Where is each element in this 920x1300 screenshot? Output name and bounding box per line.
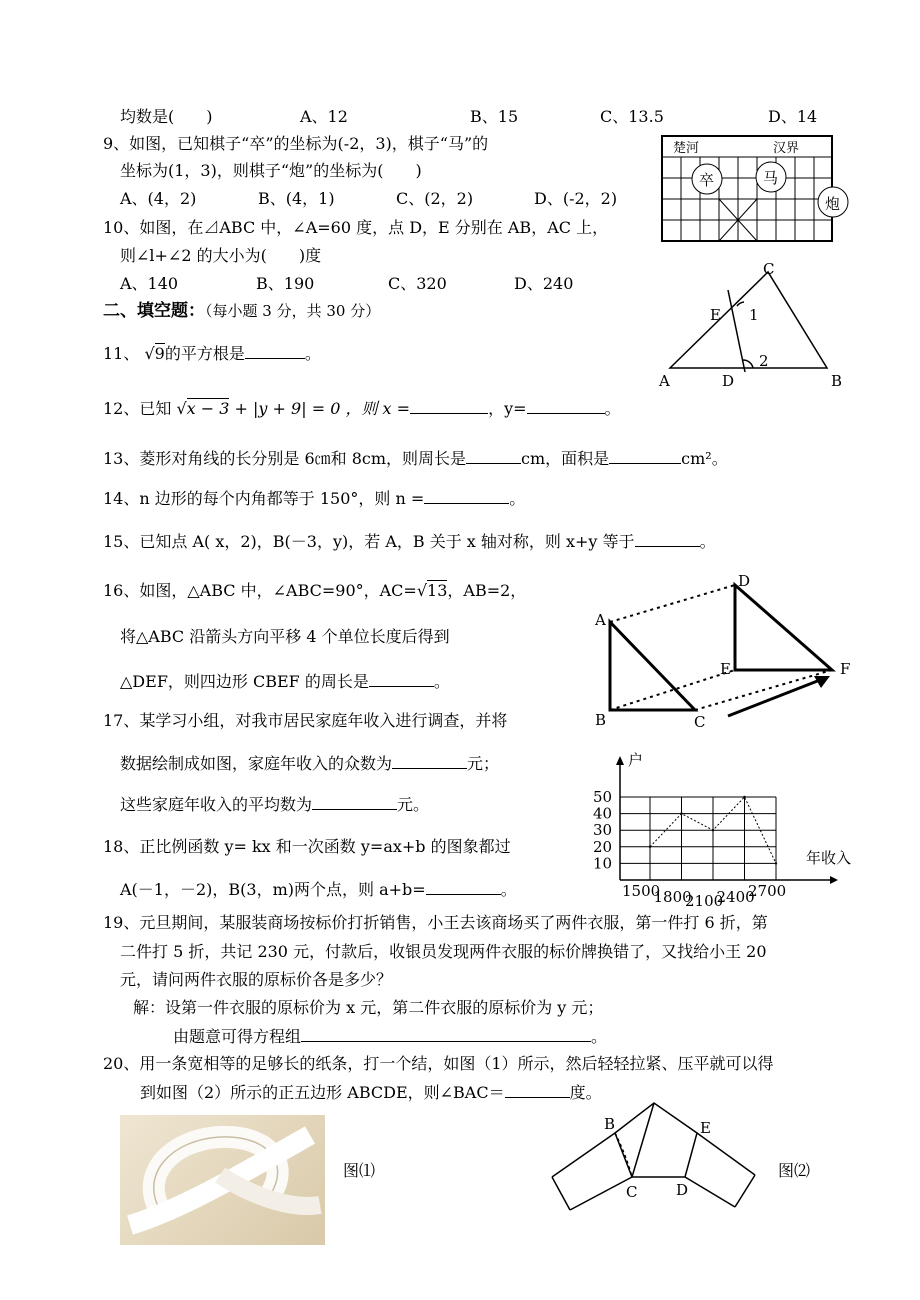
q16-radical: √13	[416, 581, 448, 600]
q15: 15、已知点 A( x，2)，B(－3，y)，若 A，B 关于 x 轴对称，则 x+y 等于 。	[103, 532, 716, 551]
x-axis-arrow	[830, 876, 838, 884]
q10-label-2: 2	[759, 352, 769, 370]
q12-blank-y[interactable]	[527, 397, 605, 414]
pentagon-label-B: B	[604, 1115, 616, 1133]
q10-line2: 则∠l+∠2 的大小为( )度	[120, 246, 322, 265]
q10-option-c: C、320	[388, 274, 447, 293]
y-axis-arrow	[616, 756, 624, 765]
data-point	[743, 796, 745, 798]
q17-line1: 17、某学习小组，对我市居民家庭年收入进行调查，并将	[103, 711, 508, 730]
pentagon-label-E: E	[700, 1119, 711, 1137]
x-axis-label: 年收入	[806, 849, 852, 867]
q8-option-b: B、15	[470, 107, 519, 126]
q10-option-d: D、240	[514, 274, 574, 293]
q19-line3: 元，请问两件衣服的原标价各是多少？	[120, 970, 393, 989]
y-tick-label: 20	[593, 837, 613, 856]
q11-radical: √9	[144, 344, 165, 363]
q13: 13、菱形对角线的长分别是 6㎝和 8cm，则周长是 cm，面积是 cm²。	[103, 449, 728, 468]
q17-blank-mean[interactable]	[312, 793, 397, 810]
q14: 14、n 边形的每个内角都等于 150°，则 n = 。	[103, 489, 526, 508]
q12: 12、已知 √x − 3 + |y + 9| = 0 ，则 x = ，y= 。	[103, 399, 621, 418]
q9-option-a: A、(4，2)	[120, 189, 197, 208]
translation-figure-q16	[590, 570, 860, 740]
y-tick-label: 10	[593, 854, 613, 873]
q16-line1: 16、如图，△ABC 中，∠ABC=90°，AC=√13，AB=2，	[103, 581, 527, 600]
chart-axes	[616, 756, 838, 884]
q20-line2: 到如图（2）所示的正五边形 ABCDE，则∠BAC＝ 度。	[140, 1083, 602, 1102]
data-point	[712, 829, 714, 831]
x-tick-label: 1800	[653, 888, 692, 906]
q19-line1: 19、元旦期间，某服装商场按标价打折销售，小王去该商场买了两件衣服，第一件打 6 折，第	[103, 913, 768, 932]
q16-line3: △DEF，则四边形 CBEF 的周长是 。	[120, 672, 450, 691]
q19-line2: 二件打 5 折，共记 230 元，付款后，收银员发现两件衣服的标价牌换错了，又找给小王 20	[120, 942, 767, 961]
q10-label-E: E	[710, 306, 721, 324]
q19-line5: 由题意可得方程组 。	[173, 1027, 608, 1046]
q13-blank-area[interactable]	[609, 447, 681, 464]
q17-line2: 数据绘制成如图，家庭年收入的众数为 元；	[120, 754, 500, 773]
q16-blank[interactable]	[369, 670, 434, 687]
q8-option-c: C、13.5	[600, 107, 664, 126]
q16-label-E: E	[720, 660, 731, 678]
q17-line3: 这些家庭年收入的平均数为 元。	[120, 795, 430, 814]
data-point	[680, 812, 682, 814]
board-label-hanjie: 汉界	[773, 141, 800, 156]
q15-blank[interactable]	[635, 530, 700, 547]
q11: 11、 √9的平方根是 。	[103, 344, 321, 363]
y-tick-label: 40	[593, 804, 613, 823]
figure-2-caption: 图⑵	[778, 1161, 811, 1180]
data-point	[775, 862, 777, 864]
q12-blank-x[interactable]	[410, 397, 488, 414]
q8-option-a: A、12	[300, 107, 348, 126]
q19-line4: 解：设第一件衣服的原标价为 x 元，第二件衣服的原标价为 y 元；	[133, 998, 604, 1017]
q16-label-A: A	[595, 611, 606, 629]
q10-option-a: A、140	[120, 274, 179, 293]
q10-label-1: 1	[749, 306, 759, 324]
q10-label-A: A	[659, 372, 670, 390]
q16-label-D: D	[738, 572, 751, 590]
pentagon-label-C: C	[626, 1183, 638, 1201]
q10-label-D: D	[722, 372, 735, 390]
y-tick-label: 30	[593, 821, 613, 840]
q9-option-b: B、(4，1)	[258, 189, 335, 208]
q10-option-b: B、190	[256, 274, 315, 293]
q10-label-C: C	[763, 262, 775, 278]
q9-option-c: C、(2，2)	[396, 189, 474, 208]
q9-line2: 坐标为(1，3)，则棋子“炮”的坐标为( )	[120, 161, 422, 180]
figure-1-caption: 图⑴	[343, 1161, 376, 1180]
q17-blank-mode[interactable]	[392, 752, 467, 769]
q16-label-B: B	[595, 711, 607, 729]
q18-line2: A(－1，－2)，B(3，m)两个点，则 a+b= 。	[120, 880, 517, 899]
piece-ma-label: 马	[763, 169, 779, 187]
x-tick-label: 2100	[685, 892, 724, 910]
q9-option-d: D、(-2，2)	[534, 189, 618, 208]
piece-pao-label: 炮	[825, 195, 841, 213]
y-axis-label: 户	[628, 751, 644, 769]
chess-board-figure	[655, 132, 855, 244]
piece-zu-label: 卒	[699, 171, 715, 189]
x-tick-label: 1500	[622, 882, 661, 900]
q19-blank[interactable]	[301, 1025, 591, 1042]
x-tick-label: 2700	[748, 882, 787, 900]
q16-label-F: F	[840, 660, 851, 678]
y-tick-label: 50	[593, 788, 613, 806]
q16-line2: 将△ABC 沿箭头方向平移 4 个单位长度后得到	[120, 627, 450, 646]
data-point	[649, 846, 651, 848]
triangle-figure-q10	[655, 262, 855, 392]
q10-label-B: B	[831, 372, 843, 390]
q11-blank[interactable]	[245, 342, 305, 359]
q18-blank[interactable]	[426, 878, 501, 895]
q10-line1: 10、如图，在⊿ABC 中，∠A=60 度，点 D，E 分别在 AB，AC 上，	[103, 218, 609, 237]
x-tick-label: 2400	[716, 888, 755, 906]
q18-line1: 18、正比例函数 y= kx 和一次函数 y=ax+b 的图象都过	[103, 837, 511, 856]
q9-line1: 9、如图，已知棋子“卒”的坐标为(-2，3)，棋子“马”的	[103, 134, 489, 153]
chart-grid	[620, 797, 776, 880]
q12-radical: √x − 3	[176, 399, 230, 418]
section-2-title: 二、填空题：（每小题 3 分，共 30 分）	[103, 301, 381, 321]
q8-option-d: D、14	[768, 107, 818, 126]
q8-stem: 均数是( )	[120, 107, 213, 126]
board-label-chuhe: 楚河	[673, 141, 700, 156]
paper-knot-photo	[120, 1115, 325, 1245]
q14-blank[interactable]	[424, 487, 509, 504]
income-chart	[590, 745, 880, 910]
q13-blank-perimeter[interactable]	[466, 447, 521, 464]
q16-label-C: C	[694, 713, 706, 731]
pentagon-figure	[540, 1095, 770, 1235]
pentagon-label-D: D	[676, 1181, 689, 1199]
q20-line1: 20、用一条宽相等的足够长的纸条，打一个结，如图（1）所示，然后轻轻拉紧、压平就可以得	[103, 1054, 774, 1073]
